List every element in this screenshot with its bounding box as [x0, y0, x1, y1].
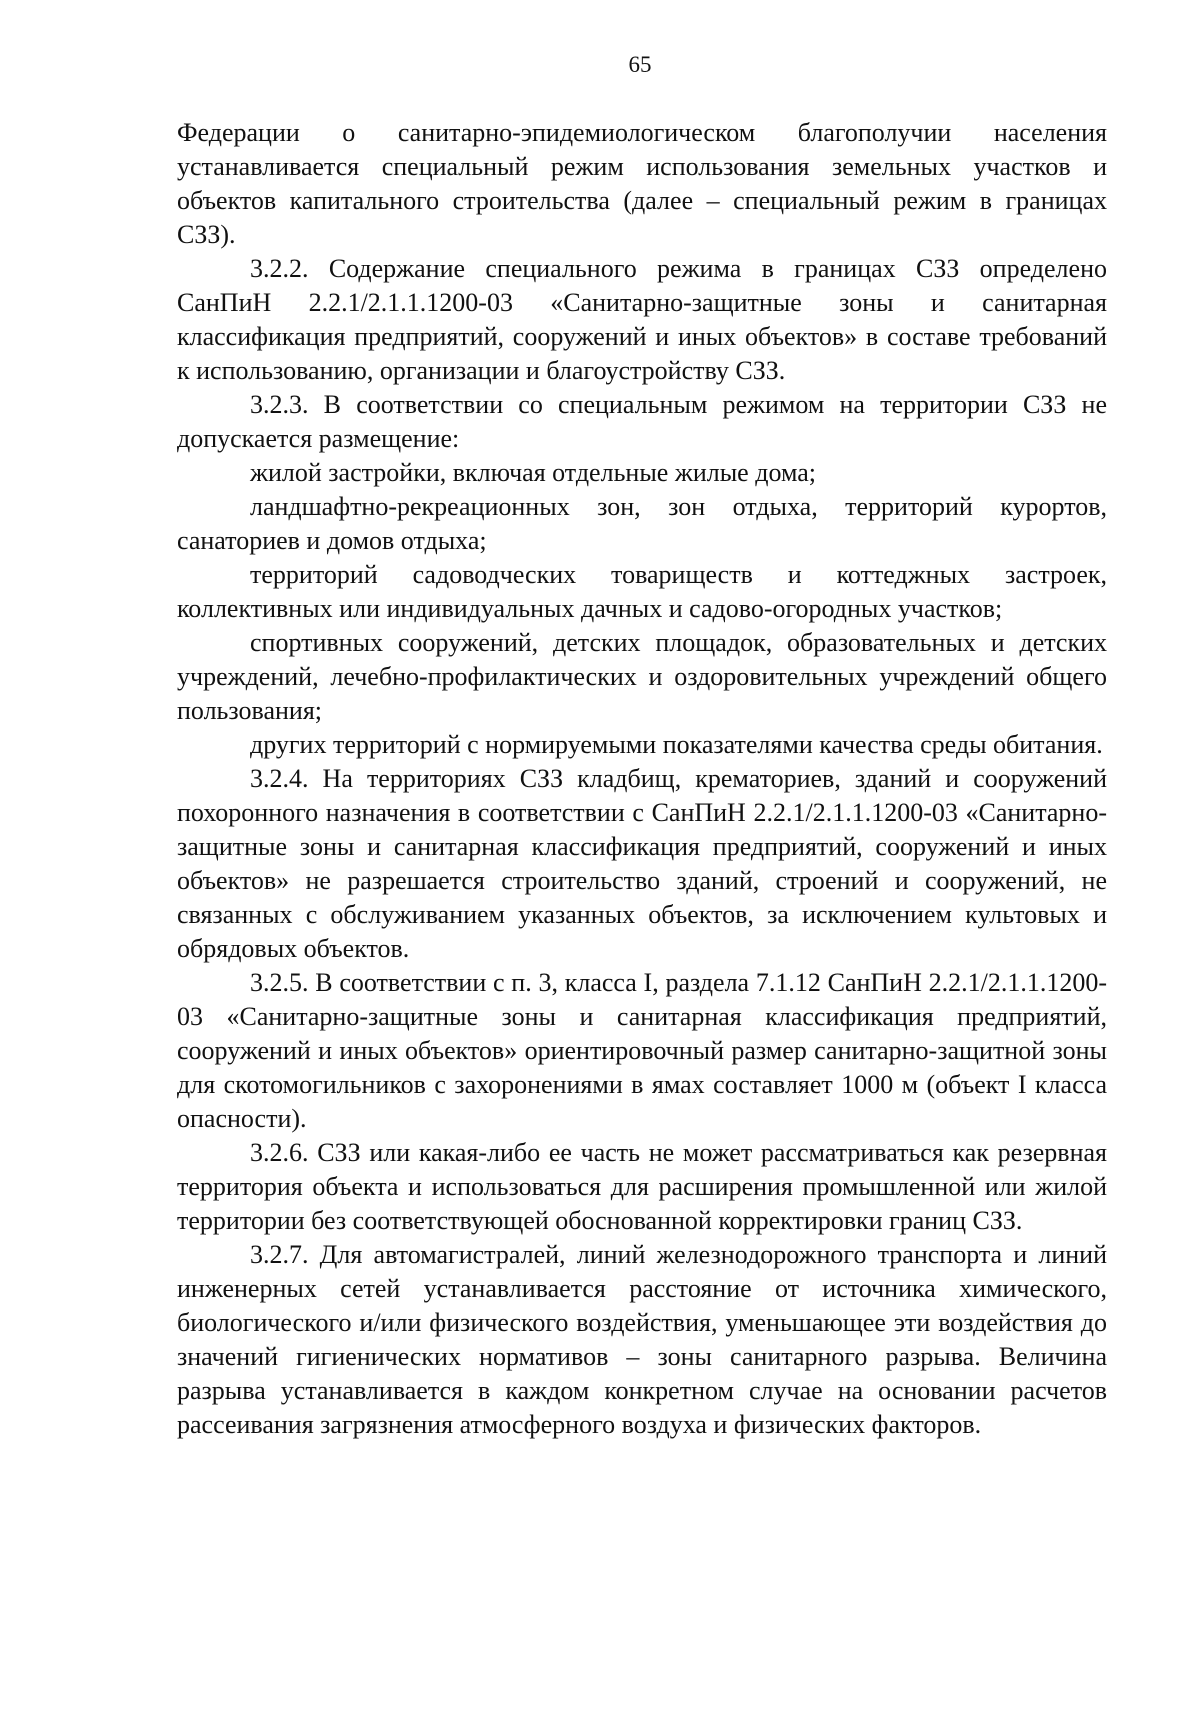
paragraph-3-2-3: 3.2.3. В соответствии со специальным режимом на территории СЗЗ не допускается размещение: — [177, 390, 1107, 453]
paragraph-3-2-7: 3.2.7. Для автомагистралей, линий железнодорожного транспорта и линий инженерных сетей устанавливается расстояние от источника химического, биологического и/или физического воздействия, уменьшающее эти воздействия до значений гигиенических нормативов – зоны санитарного разрыва. Величина разрыва устанавливается в каждом конкретном случае на основании расчетов рассеивания загрязнения атмосферного воздуха и физических факторов. — [177, 1240, 1107, 1439]
paragraph-3-2-2: 3.2.2. Содержание специального режима в границах СЗЗ определено СанПиН 2.2.1/2.1.1.1200-03 «Санитарно-защитные зоны и санитарная классификация предприятий, сооружений и иных объектов» в составе требований к использованию, организации и благоустройству СЗЗ. — [177, 254, 1107, 385]
list-item-garden: территорий садоводческих товариществ и коттеджных застроек, коллективных или индивидуальных дачных и садово-огородных участков; — [177, 560, 1107, 623]
paragraph-3-2-4: 3.2.4. На территориях СЗЗ кладбищ, крематориев, зданий и сооружений похоронного назначения в соответствии с СанПиН 2.2.1/2.1.1.1200-03 «Санитарно-защитные зоны и санитарная классификация предприятий, сооружений и иных объектов» не разрешается строительство зданий, строений и сооружений, не связанных с обслуживанием указанных объектов, за исключением культовых и обрядовых объектов. — [177, 764, 1107, 963]
paragraph-continuation: Федерации о санитарно-эпидемиологическом благополучии населения устанавливается специальный режим использования земельных участков и объектов капитального строительства (далее – специальный режим в границах СЗЗ). — [177, 118, 1107, 249]
list-item-sports-education: спортивных сооружений, детских площадок, образовательных и детских учреждений, лечебно-профилактических и оздоровительных учреждений общего пользования; — [177, 628, 1107, 725]
list-item-other-territories: других территорий с нормируемыми показателями качества среды обитания. — [250, 730, 1103, 759]
paragraph-3-2-5: 3.2.5. В соответствии с п. 3, класса I, раздела 7.1.12 СанПиН 2.2.1/2.1.1.1200-03 «Санитарно-защитные зоны и санитарная классификация предприятий, сооружений и иных объектов» ориентировочный размер санитарно-защитной зоны для скотомогильников с захоронениями в ямах составляет 1000 м (объект I класса опасности). — [177, 968, 1107, 1133]
list-item-recreational: ландшафтно-рекреационных зон, зон отдыха, территорий курортов, санаториев и домов отдыха; — [177, 492, 1107, 555]
paragraph-3-2-6: 3.2.6. СЗЗ или какая-либо ее часть не может рассматриваться как резервная территория объекта и использоваться для расширения промышленной или жилой территории без соответствующей обоснованной корректировки границ СЗЗ. — [177, 1138, 1107, 1235]
page-number: 65 — [628, 52, 652, 77]
document-body — [177, 116, 1107, 1442]
list-item-residential: жилой застройки, включая отдельные жилые дома; — [250, 458, 816, 487]
